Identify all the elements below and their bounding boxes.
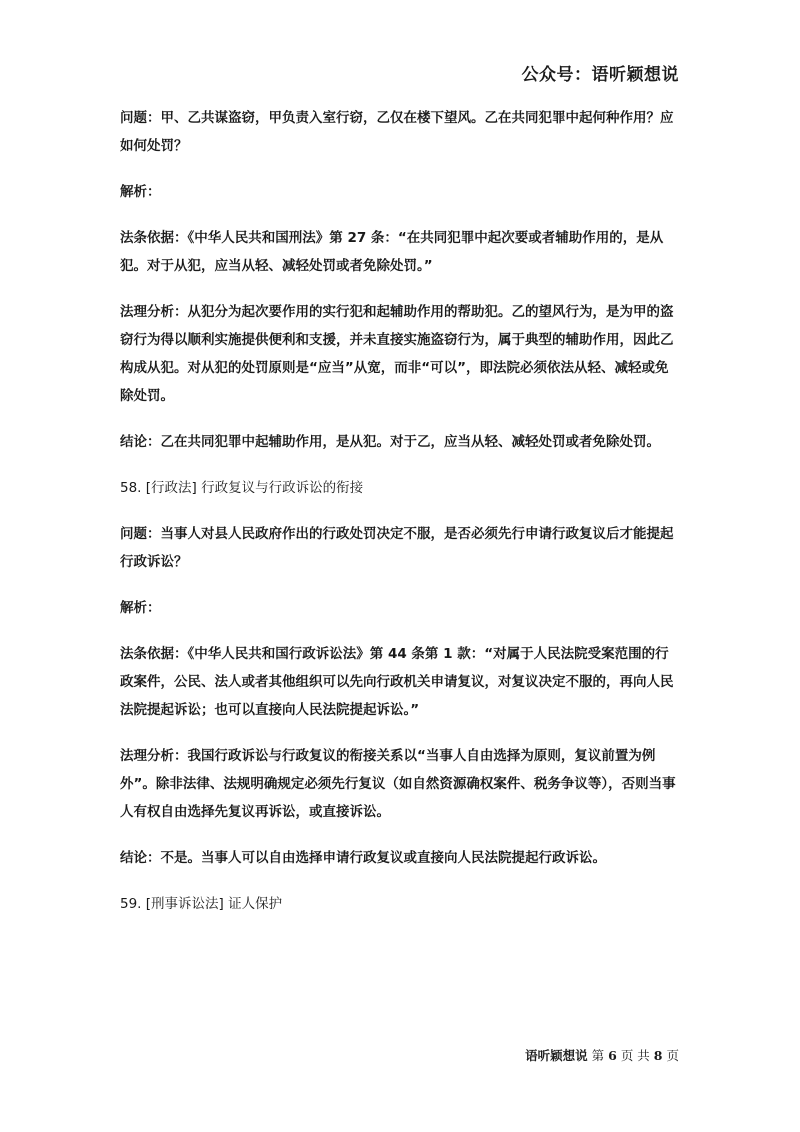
conclusion-57: 结论：乙在共同犯罪中起辅助作用，是从犯。对于乙，应当从轻、减轻处罚或者免除处罚。 [120,434,660,450]
analysis-heading-58: 解析： [120,600,161,616]
document-body [120,104,680,918]
legal-basis-57: 法条依据：《中华人民共和国刑法》第 27 条：“在共同犯罪中起次要或者辅助作用的，是从犯。对于从犯，应当从轻、减轻处罚或者免除处罚。” [120,230,664,274]
legal-basis-58: 法条依据：《中华人民共和国行政诉讼法》第 44 条第 1 款：“对属于人民法院受案范围的行政案件，公民、法人或者其他组织可以先向行政机关申请复议，对复议决定不服的，再向人民法院提起诉讼；也可以直接向人民法院提起诉讼。” [120,646,674,718]
footer-page-middle: 页 共 [620,1048,650,1063]
header-brand: 公众号：语听颖想说 [521,65,679,85]
analysis-heading-57: 解析： [120,184,161,200]
footer-page-current: 6 [608,1048,617,1063]
legal-analysis-58: 法理分析：我国行政诉讼与行政复议的衔接关系以“当事人自由选择为原则，复议前置为例外”。除非法律、法规明确规定必须先行复议（如自然资源确权案件、税务争议等），否则当事人有权自由选择先复议再诉讼，或直接诉讼。 [120,748,676,820]
footer-page-suffix: 页 [666,1048,679,1063]
footer-page-prefix: 第 [591,1048,605,1063]
section-heading-59: 59. [刑事诉讼法] 证人保护 [120,896,283,912]
footer-page-total: 8 [653,1048,663,1063]
footer-brand: 语听颖想说 [525,1048,588,1063]
page-footer [525,1046,679,1064]
question-58: 问题：当事人对县人民政府作出的行政处罚决定不服，是否必须先行申请行政复议后才能提起行政诉讼？ [120,526,674,570]
section-heading-58: 58. [行政法] 行政复议与行政诉讼的衔接 [120,480,364,496]
legal-analysis-57: 法理分析：从犯分为起次要作用的实行犯和起辅助作用的帮助犯。乙的望风行为，是为甲的盗窃行为得以顺利实施提供便利和支援，并未直接实施盗窃行为，属于典型的辅助作用，因此乙构成从犯。对从犯的处罚原则是“应当”从宽，而非“可以”，即法院必须依法从轻、减轻或免除处罚。 [120,304,674,404]
question-57: 问题：甲、乙共谋盗窃，甲负责入室行窃，乙仅在楼下望风。乙在共同犯罪中起何种作用？应如何处罚？ [120,110,674,154]
conclusion-58: 结论：不是。当事人可以自由选择申请行政复议或直接向人民法院提起行政诉讼。 [120,850,606,866]
